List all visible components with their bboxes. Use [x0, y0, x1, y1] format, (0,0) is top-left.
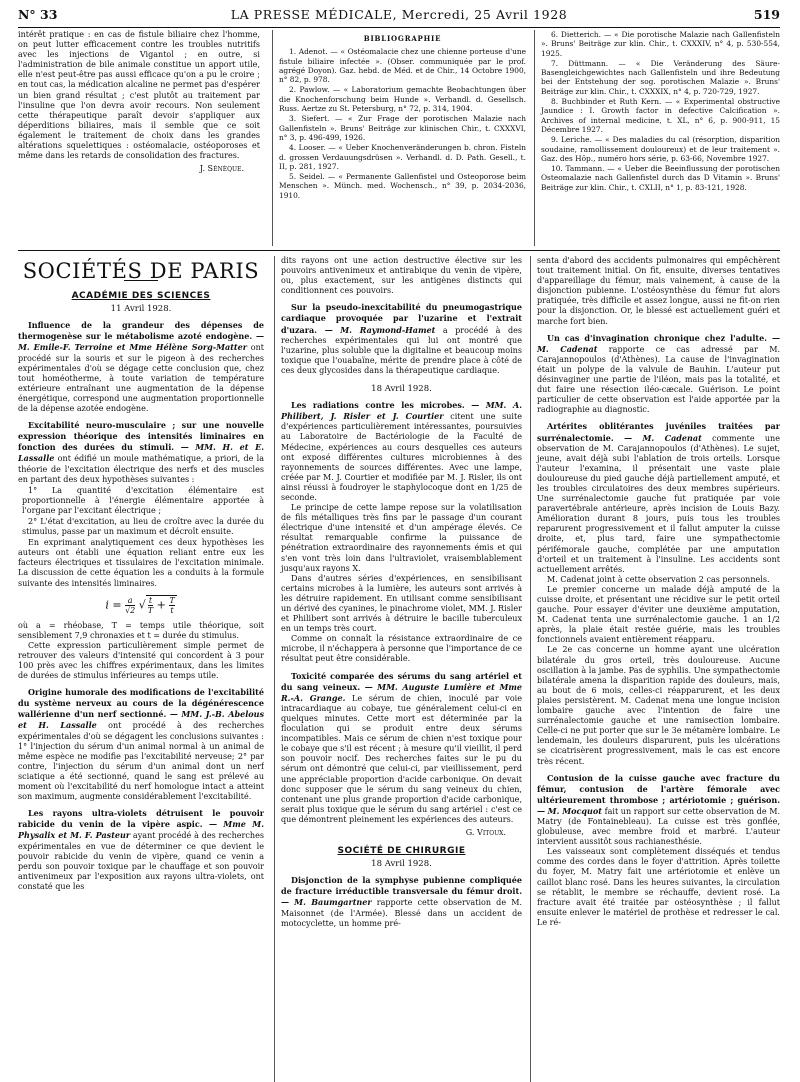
- formula-radicand: [146, 595, 177, 615]
- formula-plus: +: [156, 598, 166, 612]
- formula-T: T: [169, 595, 175, 605]
- main-column-3: [530, 256, 780, 1082]
- article-authors: MM. J.-B. Abelous et H. Lassalle: [18, 709, 264, 731]
- bibliography-ref: 6. Dietterich. — « Die porotische Malazie nach Gallenfisteln ». Bruns' Beiträge zur klin. Chir., t. CXXXIV, n° 4, p. 530-554, 1925.: [541, 30, 780, 58]
- bibliography-ref: 4. Looser. — « Ueber Knochenveränderungen b. chron. Fisteln d. grossen Verdauungsdrüsen ». Verhandl. d. D. Path. Gesell., t. II, p. 281, 1927.: [279, 143, 526, 171]
- formula-t: t: [148, 595, 153, 605]
- article-text: fait un rapport sur cette observation de M. Matry (de Fontainebleau). La cuisse est très gonflée, globuleuse, avec membre froid et marbré. L'auteur intervient aussitôt sous rachianesthésie.: [537, 806, 780, 847]
- bibliography-column-2: [534, 30, 780, 246]
- article-authors: MM. H. et E. Lassalle: [18, 442, 264, 464]
- article-thermogenese: [18, 320, 264, 414]
- section-title: SOCIÉTÉS DE PARIS: [22, 259, 260, 283]
- session-date: 11 Avril 1928.: [110, 304, 172, 315]
- article-text: M. Cadenat joint à cette observation 2 cas personnels.: [547, 574, 770, 584]
- newspaper-page: [18, 0, 780, 1082]
- article-uzarine: [281, 302, 522, 376]
- article-contusion: [537, 773, 780, 848]
- formula-fraction: [125, 596, 135, 615]
- article-text: Le 2e cas concerne un homme ayant une ulcération bilatérale du gros orteil, très douloureuse. Aucune oscillation à la jambe. Pas de syphilis. Une sympathectomie bilatérale amena la disparition rapide des douleurs, mais, au bout de 6 mois, celles-ci réapparurent, et les deux plaies persistèrent. M. Cadenat mena une longue incision lombaire gauche avec l'intention de faire une surrénalectomie gauche et une ramisection lombaire. Celle-ci ne put porter que sur le 3e métamère lombaire. Le lendemain, les douleurs disparurent, puis les ulcérations se cicatrisèrent progressivement, mais le cas est encore très récent.: [537, 645, 780, 766]
- bibliography-heading: BIBLIOGRAPHIE: [363, 34, 442, 43]
- article-lead: Origine humorale des modifications de l'excitabilité du système nerveux au cours de la dégénérescence wallérienne d'un nerf sectionné. —: [18, 687, 264, 720]
- article-text: Les vaisseaux sont complètement disséqués et tendus comme des cordes dans le foyer d'attrition. Après toilette du foyer, M. Matry fait une artériotomie et enlève un caillot blanc rosé. Dans les heures suivantes, la circulation se rétablit, le membre se réchauffe, devient rosé. La fracture avait été traitée par ostéosynthèse ; il fallut ensuite enlever le matériel de prothèse et redresser le cal. Le ré-: [537, 847, 780, 927]
- article-toxicite-serums: [281, 671, 522, 825]
- article-lead: Contusion de la cuisse gauche avec fracture du fémur, contusion de l'artère fémorale avec ultérieurement thrombose ; artériotomie ; guérison. —: [537, 772, 780, 816]
- hypothesis-item: 2° L'état d'excitation, au lieu de croître avec la durée du stimulus, passe par un maximum et décroît ensuite.: [22, 516, 264, 537]
- article-authors: M. Mocquot: [547, 805, 602, 816]
- article-authors: M. Raymond-Hamet: [340, 324, 436, 335]
- article-text: rapporte ce cas adressé par M. Carajannopoulos (d'Athènes). La cause de l'invagination était un polype de la valvule de Bauhin. L'auteur put désinvaginer une partie de l'iléon, mais pas la totalité, et dut faire une résection iléo-cæcale. Guérison. Le point particulier de cette observation est l'aide apportée par la radiographie au diagnostic.: [537, 344, 780, 415]
- chirurgie-title: SOCIÉTÉ DE CHIRURGIE: [337, 846, 466, 857]
- formula-radical: √: [138, 598, 146, 612]
- formula-t: t: [170, 605, 174, 615]
- article-text: commente une observation de M. Carajannopoulos (d'Athènes). Le sujet, jeune, avait déjà subi l'ablation de trois orteils. Lorsque l'auteur l'examina, il présentait une vaste plaie douloureuse du pied gauche déjà partiellement amputé, et les troubles circulatoires des deux membres supérieurs. Une surrénalectomie gauche fut pratiquée par voie paravertébrale antérieure, après incision de Louis Bazy. Amélioration durant 8 jours, puis tous les troubles reparurent progressivement et il fallut amputer la cuisse droite, et, plus tard, faire une sympathectomie périfémorale gauche, complétée par une amputation d'orteil et un traitement à l'insuline. Les accidents sont actuellement arrêtés.: [537, 433, 780, 574]
- article-authors: MM. Auguste Lumière et Mme R.-A. Grange.: [281, 681, 522, 703]
- article-authors: MM. A. Philibert, J. Risler et J. Courtier: [281, 400, 522, 422]
- article-text: ont procédé sur la souris et sur le pigeon à des recherches expérimentales d'où se dégage cette conclusion que, chez tout homéotherme, à toute variation de température extérieure entraînant une augmentation de la dépense énergétique, correspond une augmentation proportionnelle de la dépense azotée endogène.: [18, 343, 264, 414]
- article-lead: Les rayons ultra-violets détruisent le pouvoir rabicide du venin de la vipère aspic. —: [18, 808, 264, 830]
- article-authors: M. Cadenat: [537, 343, 598, 354]
- journal-title: LA PRESSE MÉDICALE, Mercredi, 25 Avril 1928: [230, 7, 568, 22]
- session-date: 18 Avril 1928.: [371, 859, 432, 870]
- author-signature: J. Sénèque.: [199, 164, 244, 174]
- academie-title: ACADÉMIE DES SCIENCES: [71, 291, 211, 302]
- top-left-column: [18, 30, 260, 246]
- bibliography-ref: 10. Tammann. — « Ueber die Beeinflussung der porotischen Osteomalazie nach Gallenfistel durch das D Vitamin ». Bruns' Beiträge zur klin. Chir., t. CXLII, n° 1, p. 83-121, 1928.: [541, 164, 780, 192]
- article-lead: Toxicité comparée des sérums du sang artériel et du sang veineux. —: [281, 670, 522, 692]
- formula-lhs: i =: [105, 598, 122, 612]
- article-lead: Les radiations contre les microbes. —: [291, 400, 480, 411]
- article-arterites: [537, 421, 780, 574]
- article-authors: M. Cadenat: [642, 432, 702, 443]
- article-disjonction: [281, 875, 522, 928]
- article-text: En exprimant analytiquement ces deux hypothèses les auteurs ont établi une équation reliant entre eux les facteurs électriques et tissulaires de l'excitation minimale. La discussion de cette équation les a conduits à la formule suivante des intensités liminaires.: [18, 538, 264, 588]
- article-lead: Sur la pseudo-inexcitabilité du pneumogastrique cardiaque provoquée par l'uzarine et l'extrait d'uzara. —: [281, 302, 522, 335]
- issue-number: N° 33: [18, 7, 58, 22]
- article-authors: M. Emile-F. Terroine et Mme Hélène Sorg-Matter: [18, 342, 247, 353]
- article-text: Cette expression particulièrement simple permet de retrouver des valeurs d'intensité qui concordent à 3 pour 100 près avec les chiffres expérimentaux, dans les limites de durées de stimulus inférieures au temps utile.: [18, 640, 264, 681]
- article-text: Dans d'autres séries d'expériences, en sensibilisant certains microbes à la lumière, les auteurs sont arrivés à les détruire rapidement. En utilisant comme sensibilisant un dérivé des cyanines, le pinachrome violet, MM. J. Risler et Philibert sont arrivés à détruire le bacille tuberculeux en un temps très court.: [281, 573, 522, 634]
- article-continuation: senta d'abord des accidents pulmonaires qui empêchèrent tout traitement initial. On fit, ensuite, diverses tentatives d'appareillage du fémur, mais vainement, à cause de la disjonction pubienne. L'ostéosynthèse du fémur fut alors pratiquée, très difficile et assez longue, aussi ne fit-on rien pour la disjonction. Or, le blessé est actuellement guéri et marche fort bien.: [537, 256, 780, 326]
- conclusion-paragraph: intérêt pratique : en cas de fistule biliaire chez l'homme, on peut lutter efficacement contre les troubles nutritifs avec les injections de Vigantol ; en outre, si l'administration de bile animale constitue un apport utile, elle n'est peut-être pas aussi efficace qu'on a pu le croire ; en tout cas, la médication alcaline ne permet pas d'espérer un bien grand résultat ; c'est plutôt au traitement par l'insuline que l'on devra avoir recours. Non seulement cette thérapeutique paraît devoir s'appliquer aux déperditions biliaires, mais il semble que ce soit également le traitement de choix dans les grandes altérations squelettiques : ostéomalacie, ostéoporoses et même dans les retards de consolidation des fractures.: [18, 30, 260, 161]
- formula: [18, 595, 264, 615]
- article-text: a procédé à des recherches expérimentales qui lui ont montré que l'uzarine, plus soluble que la digitaline et beaucoup moins toxique que l'ouabaïne, mérite de prendre place à côté de ces deux glycosides dans la thérapeutique cardiaque.: [281, 325, 522, 375]
- article-text: Le principe de cette lampe repose sur la volatilisation de fils métalliques très fins par le passage d'un courant électrique d'une intensité et d'un ampérage élevés. Ce résultat remarquable confirme la puissance de pénétration extraordinaire des rayonnements émis et qui s'en vont très loin dans l'ultraviolet, vraisemblablement jusqu'aux rayons X.: [281, 503, 522, 573]
- article-lead: Artérites oblitérantes juvéniles traitées par surrénalectomie. —: [537, 421, 780, 443]
- bibliography-ref: 8. Buchbinder et Ruth Kern. — « Experimental obstructive Jaundice : I. Growth factor in defective Calcification ». Archives of internal medicine, t. XL, n° 6, p. 900-911, 15 Décembre 1927.: [541, 97, 780, 134]
- masthead: [18, 5, 780, 28]
- bibliography-ref: 5. Seidel. — « Permanente Gallenfistel und Osteoporose beim Menschen ». Münch. med. Wochensch., n° 39, p. 2034-2036, 1910.: [279, 172, 526, 200]
- article-authors: Mme M. Physalix et M. F. Pasteur: [18, 819, 264, 841]
- article-lead: Excitabilité neuro-musculaire ; sur une nouvelle expression théorique des intensités liminaires en fonction des durées du stimuli. —: [18, 420, 264, 453]
- article-text: ont procédé à des recherches expérimentales d'où se dégagent les conclusions suivantes : 1° l'injection du sérum d'un animal normal à un animal de même espèce ne modifie pas l'excitabilité nerveuse; 2° par contre, l'injection du sérum d'un animal dont un nerf sciatique a été sectionné, quand le sang est prélevé au moment où l'excitabilité du nerf homologue intact a atteint son maximum, augmente considérablement l'excitabilité.: [18, 721, 264, 802]
- article-text: rapporte cette observation de M. Maisonnet (de l'Armée). Blessé dans un accident de motocyclette, un homme pré-: [281, 898, 522, 928]
- article-lead: Disjonction de la symphyse pubienne compliquée de fracture irréductible transversale du fémur droit. —: [281, 875, 522, 908]
- article-invagination: [537, 333, 780, 416]
- main-column-1: [18, 256, 264, 1082]
- formula-denominator: √2: [125, 605, 136, 615]
- article-excitabilite: [18, 420, 264, 485]
- bibliography-ref: 7. Düttmann. — « Die Veränderung des Säure-Basengleichgewichtes nach Gallenfisteln und ihre Bedeutung bei der Entstehung der sog. porotischen Malazie ». Bruns' Beiträge zur klin. Chir., t. CXXXIX, n° 4, p. 720-729, 1927.: [541, 58, 780, 96]
- bibliography-ref: 3. Siefert. — « Zur Frage der porotischen Malazie nach Gallenfisteln ». Bruns' Beiträge zur klinischen Chir., t. CXXXVI, n° 3, p. 496-499, 1926.: [279, 114, 526, 142]
- article-text: ont édifié un moule mathématique, a priori, de la théorie de l'excitation électrique des nerfs et des muscles en partant des deux hypothèses suivantes :: [18, 454, 264, 484]
- hypothesis-item: 1° La quantité d'excitation élémentaire est proportionnelle à l'énergie élémentaire apportée à l'organe par l'excitant électrique ;: [22, 485, 264, 515]
- article-continuation: dits rayons ont une action destructive élective sur les pouvoirs antivenimeux et antirabique du venin de vipère, ou, plus exactement, sur les antigènes distincts qui conditionnent ces pouvoirs.: [281, 256, 522, 296]
- main-column-2: [274, 256, 522, 1082]
- bibliography-ref: 2. Pawlow. — « Laboratorium gemachte Beobachtungen über die Knochenforschung beim Hunde ». Verhandl. d. Gesellsch. Russ. Aertze zu St. Petersburg, n° 72, p. 314, 1904.: [279, 85, 526, 114]
- article-lead: Un cas d'invagination chronique chez l'adulte. —: [547, 332, 780, 343]
- article-text: où a = rhéobase, T = temps utile théorique, soit sensiblement 7,9 chronaxies et t = durée du stimulus.: [18, 620, 264, 640]
- article-text: citent une suite d'expériences particulièrement intéressantes, poursuivies au Laboratoire de Bactériologie de la Faculté de Médecine, expériences au cours desquelles ces auteurs ont exposé différentes cultures microbiennes à des rayonnements de sources différentes. Avec une lampe, créée par M. J. Courtier et modifiée par M. J. Risler, ils ont ainsi réussi à foudroyer le staphylocoque dont en 1/25 de seconde.: [281, 412, 522, 502]
- author-signature: G. Vitoux.: [465, 827, 506, 837]
- article-degenerescence: [18, 687, 264, 802]
- bibliography-ref: 1. Adenot. — « Ostéomalacie chez une chienne porteuse d'une fistule biliaire infectée ». (Obser. communiquée par le prof. agrégé Doyon). Gaz. hebd. de Méd. et de Chir., 14 Octobre 1900, n° 82, p. 978.: [279, 47, 526, 85]
- formula-T: T: [147, 605, 154, 615]
- article-text: Comme on connaît la résistance extraordinaire de ce microbe, il n'échappera à personne que l'importance de ce résultat peut être considérable.: [281, 634, 522, 664]
- article-text: ayant procédé à des recherches expérimentales en vue de déterminer ce que devient le pouvoir rabicide du venin de vipère, quand ce venin a perdu son pouvoir toxique par le chauffage et son pouvoir antivenimeux par l'exposition aux rayons ultra-violets, ont constaté que les: [18, 831, 264, 891]
- article-ultra-violets: [18, 808, 264, 892]
- formula-numerator: a: [125, 596, 135, 606]
- bibliography-ref: 9. Leriche. — « Des maladies du cal (résorption, disparition soudaine, ramollissement douloureux) et de leur traitement ». Gaz. des Hôp., numéro hors série, p. 63-66, Novembre 1927.: [541, 135, 780, 163]
- article-lead: Influence de la grandeur des dépenses de thermogenèse sur le métabolisme azoté endogène. —: [18, 320, 264, 342]
- article-text: Le premier concerne un malade déjà amputé de la cuisse droite, et présentant une récidive sur le petit orteil gauche. Pour essayer d'éviter une deuxième amputation, M. Cadenat tenta une surrénalectomie gauche. 1 an 1/2 après, la plaie était restée guérie, mais les troubles fonctionnels avaient entièrement réapparu.: [537, 584, 780, 645]
- article-authors: M. Baumgartner: [294, 897, 372, 908]
- article-radiations: [281, 400, 522, 503]
- page-number: 519: [753, 7, 780, 22]
- session-date: 18 Avril 1928.: [371, 384, 432, 395]
- section-divider: [18, 250, 780, 251]
- article-text: Le sérum de chien, inoculé par voie intracardiaque au cobaye, tue généralement celui-ci en quelques minutes. Cette mort est déterminée par la floculation qui se produit entre deux sérums incompatibles. Mais ce sérum de chien n'est toxique pour le cobaye que s'il est récent ; à mesure qu'il vieillit, il perd son pouvoir nocif. Des recherches faites sur le pu du sérum ont démontré que celui-ci, par vieillissement, perd une appréciable proportion d'acide carbonique. On devait donc supposer que le sérum du sang veineux du chien, contenant une plus grande proportion d'acide carbonique, serait plus toxique que le sérum du sang artériel : c'est ce que démontrent pleinement les expériences des auteurs.: [281, 693, 522, 824]
- bibliography-column-1: [272, 30, 526, 246]
